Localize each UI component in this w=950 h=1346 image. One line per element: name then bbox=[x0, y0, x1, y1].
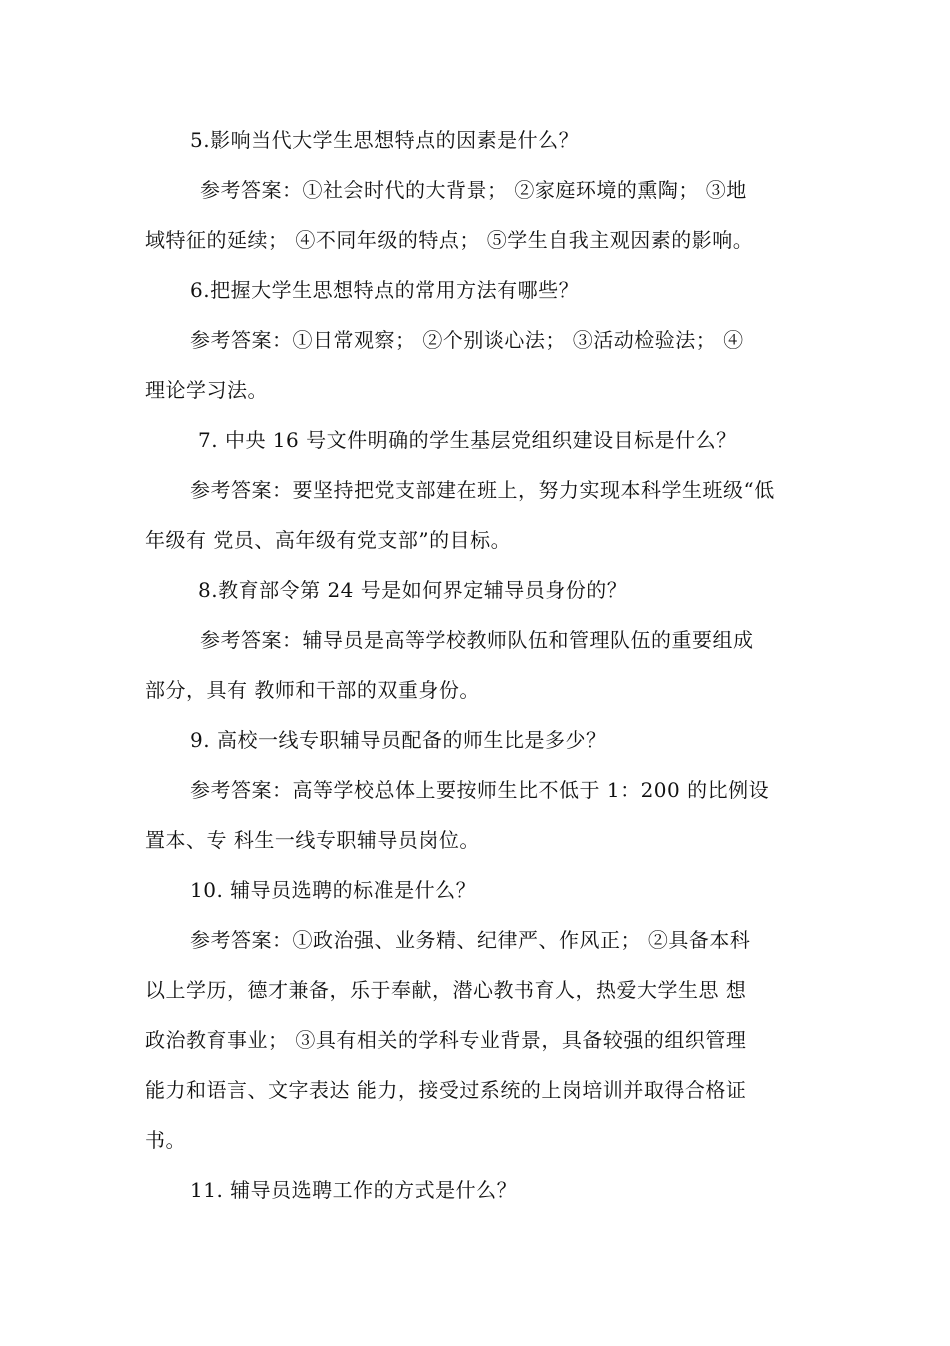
answer-6-line-1: 参考答案：①日常观察； ②个别谈心法； ③活动检验法； ④ bbox=[190, 328, 744, 352]
answer-6-line-2: 理论学习法。 bbox=[145, 378, 268, 402]
answer-10-line-2: 以上学历，德才兼备，乐于奉献，潜心教书育人，热爱大学生思 想 bbox=[145, 978, 747, 1002]
question-5: 5.影响当代大学生思想特点的因素是什么？ bbox=[190, 128, 580, 152]
answer-7-line-2: 年级有 党员、高年级有党支部”的目标。 bbox=[145, 528, 512, 552]
answer-10-line-3: 政治教育事业； ③具有相关的学科专业背景，具备较强的组织管理 bbox=[145, 1028, 747, 1052]
question-10: 10. 辅导员选聘的标准是什么？ bbox=[190, 878, 477, 902]
answer-10-line-4: 能力和语言、文字表达 能力，接受过系统的上岗培训并取得合格证 bbox=[145, 1078, 747, 1102]
answer-5-line-1: 参考答案：①社会时代的大背景； ②家庭环境的熏陶； ③地 bbox=[200, 178, 747, 202]
answer-8-line-2: 部分，具有 教师和干部的双重身份。 bbox=[145, 678, 480, 702]
answer-7-line-1: 参考答案：要坚持把党支部建在班上，努力实现本科学生班级“低 bbox=[190, 478, 775, 502]
question-8: 8.教育部令第 24 号是如何界定辅导员身份的？ bbox=[198, 578, 628, 602]
answer-9-line-1: 参考答案：高等学校总体上要按师生比不低于 1：200 的比例设 bbox=[190, 778, 770, 802]
question-9: 9. 高校一线专职辅导员配备的师生比是多少？ bbox=[190, 728, 607, 752]
question-11: 11. 辅导员选聘工作的方式是什么？ bbox=[190, 1178, 518, 1202]
answer-9-line-2: 置本、专 科生一线专职辅导员岗位。 bbox=[145, 828, 480, 852]
answer-10-line-1: 参考答案：①政治强、业务精、纪律严、作风正； ②具备本科 bbox=[190, 928, 751, 952]
answer-8-line-1: 参考答案：辅导员是高等学校教师队伍和管理队伍的重要组成 bbox=[200, 628, 754, 652]
question-7: 7. 中央 16 号文件明确的学生基层党组织建设目标是什么？ bbox=[198, 428, 737, 452]
answer-5-line-2: 域特征的延续； ④不同年级的特点； ⑤学生自我主观因素的影响。 bbox=[145, 228, 754, 252]
question-6: 6.把握大学生思想特点的常用方法有哪些？ bbox=[190, 278, 580, 302]
answer-10-line-5: 书。 bbox=[145, 1128, 186, 1152]
